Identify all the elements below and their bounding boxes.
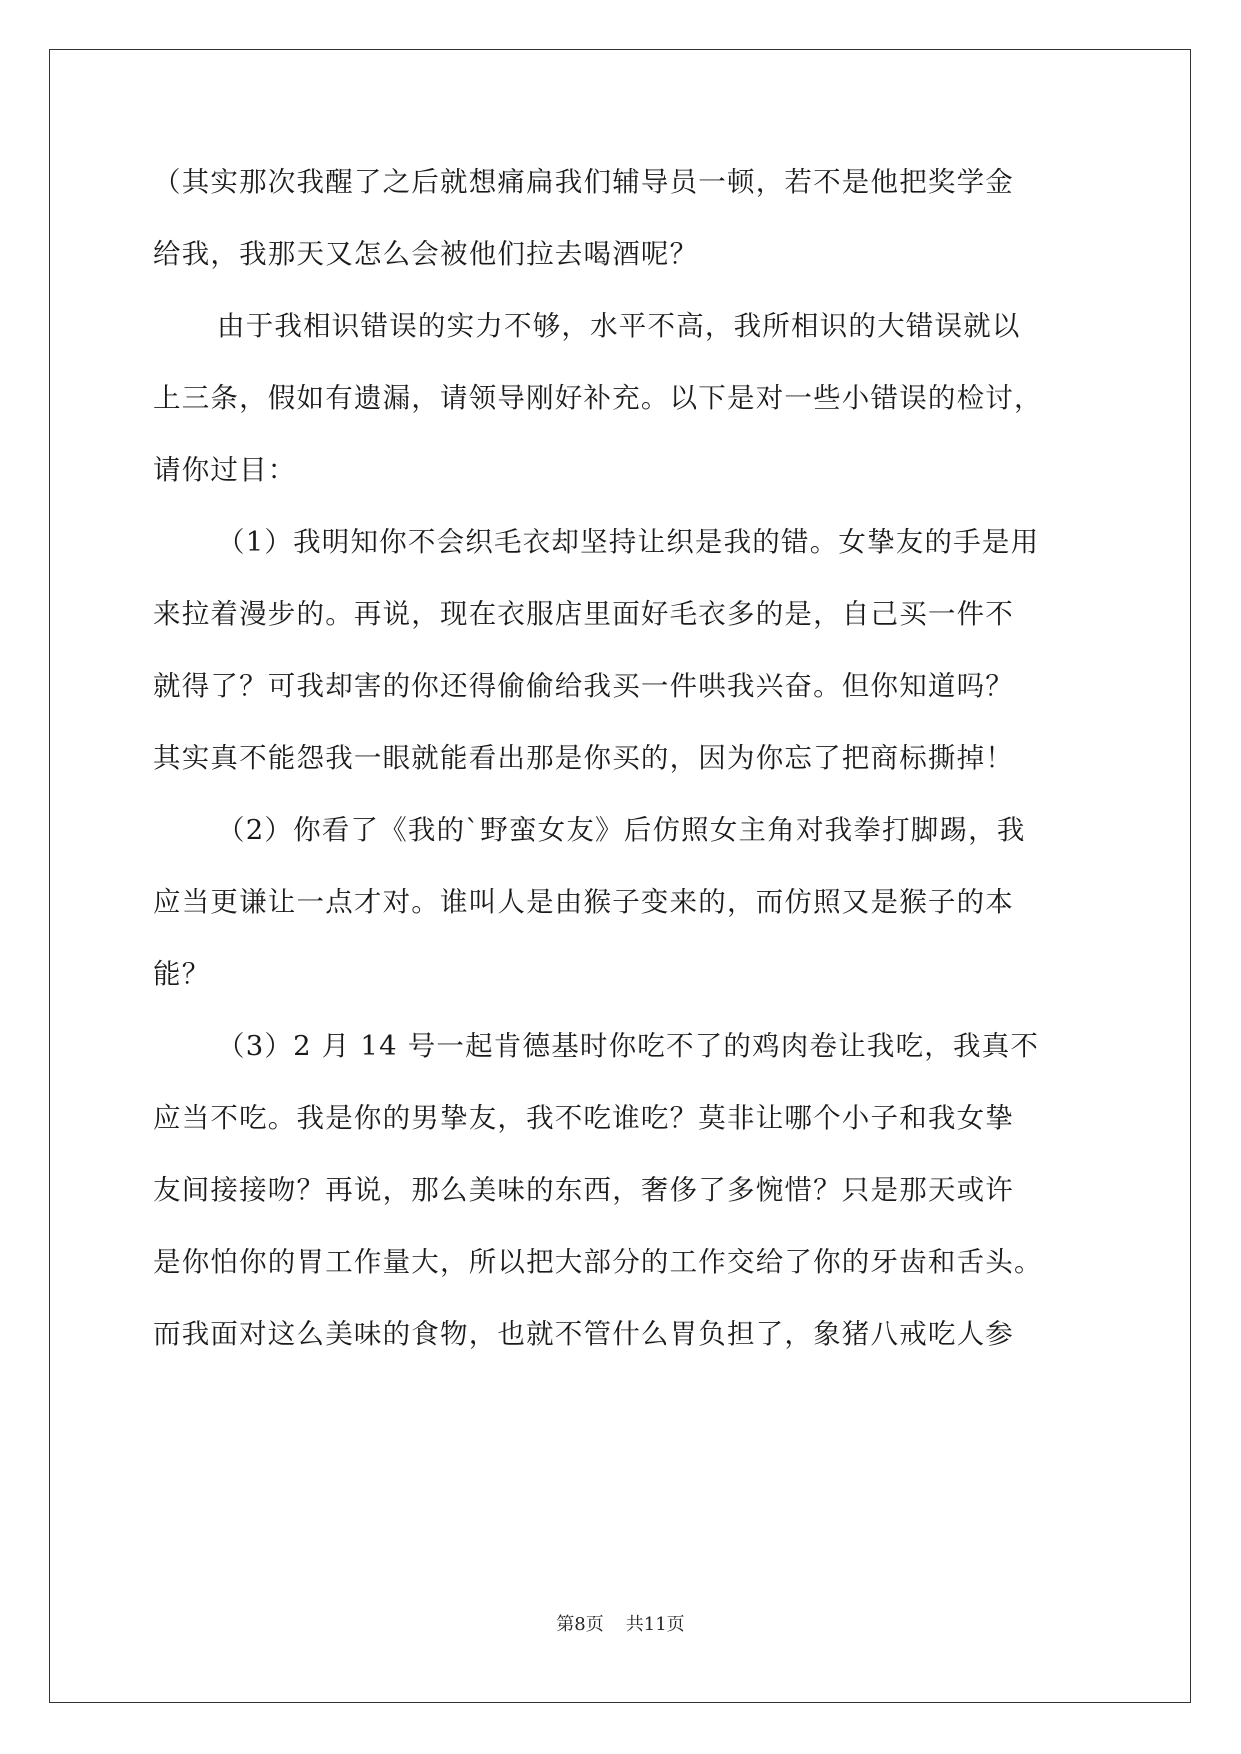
text-line: 由于我相识错误的实力不够，水平不高，我所相识的大错误就以	[217, 310, 1021, 342]
text-line: 能？	[153, 958, 211, 990]
text-line: （1）我明知你不会织毛衣却坚持让织是我的错。女挚友的手是用	[217, 526, 1040, 558]
text-line: （2）你看了《我的`野蛮女友》后仿照女主角对我拳打脚踢，我	[217, 814, 1026, 846]
text-line: 来拉着漫步的。再说，现在衣服店里面好毛衣多的是，自己买一件不	[153, 598, 1014, 630]
text-line: 给我，我那天又怎么会被他们拉去喝酒呢？	[153, 238, 699, 270]
text-line: 而我面对这么美味的食物，也就不管什么胃负担了，象猪八戒吃人参	[153, 1318, 1014, 1350]
text-line: 请你过目：	[153, 454, 297, 486]
text-line: 是你怕你的胃工作量大，所以把大部分的工作交给了你的牙齿和舌头。	[153, 1246, 1043, 1278]
page-total: 共11页	[625, 1614, 685, 1635]
text-line: 应当更谦让一点才对。谁叫人是由猴子变来的，而仿照又是猴子的本	[153, 886, 1014, 918]
text-line: 上三条，假如有遗漏，请领导刚好补充。以下是对一些小错误的检讨，	[153, 382, 1043, 414]
page-footer	[0, 1610, 1241, 1636]
page-border	[49, 49, 1191, 1703]
text-line: 就得了？可我却害的你还得偷偷给我买一件哄我兴奋。但你知道吗？	[153, 670, 1014, 702]
text-line: 应当不吃。我是你的男挚友，我不吃谁吃？莫非让哪个小子和我女挚	[153, 1102, 1014, 1134]
text-line: （其实那次我醒了之后就想痛扁我们辅导员一顿，若不是他把奖学金	[153, 166, 1014, 198]
text-line: 其实真不能怨我一眼就能看出那是你买的，因为你忘了把商标撕掉！	[153, 742, 1014, 774]
text-line: 友间接接吻？再说，那么美味的东西，奢侈了多惋惜？只是那天或许	[153, 1174, 1014, 1206]
text-line: （3）2 月 14 号一起肯德基时你吃不了的鸡肉卷让我吃，我真不	[217, 1030, 1040, 1062]
page-number: 第8页	[556, 1614, 604, 1635]
